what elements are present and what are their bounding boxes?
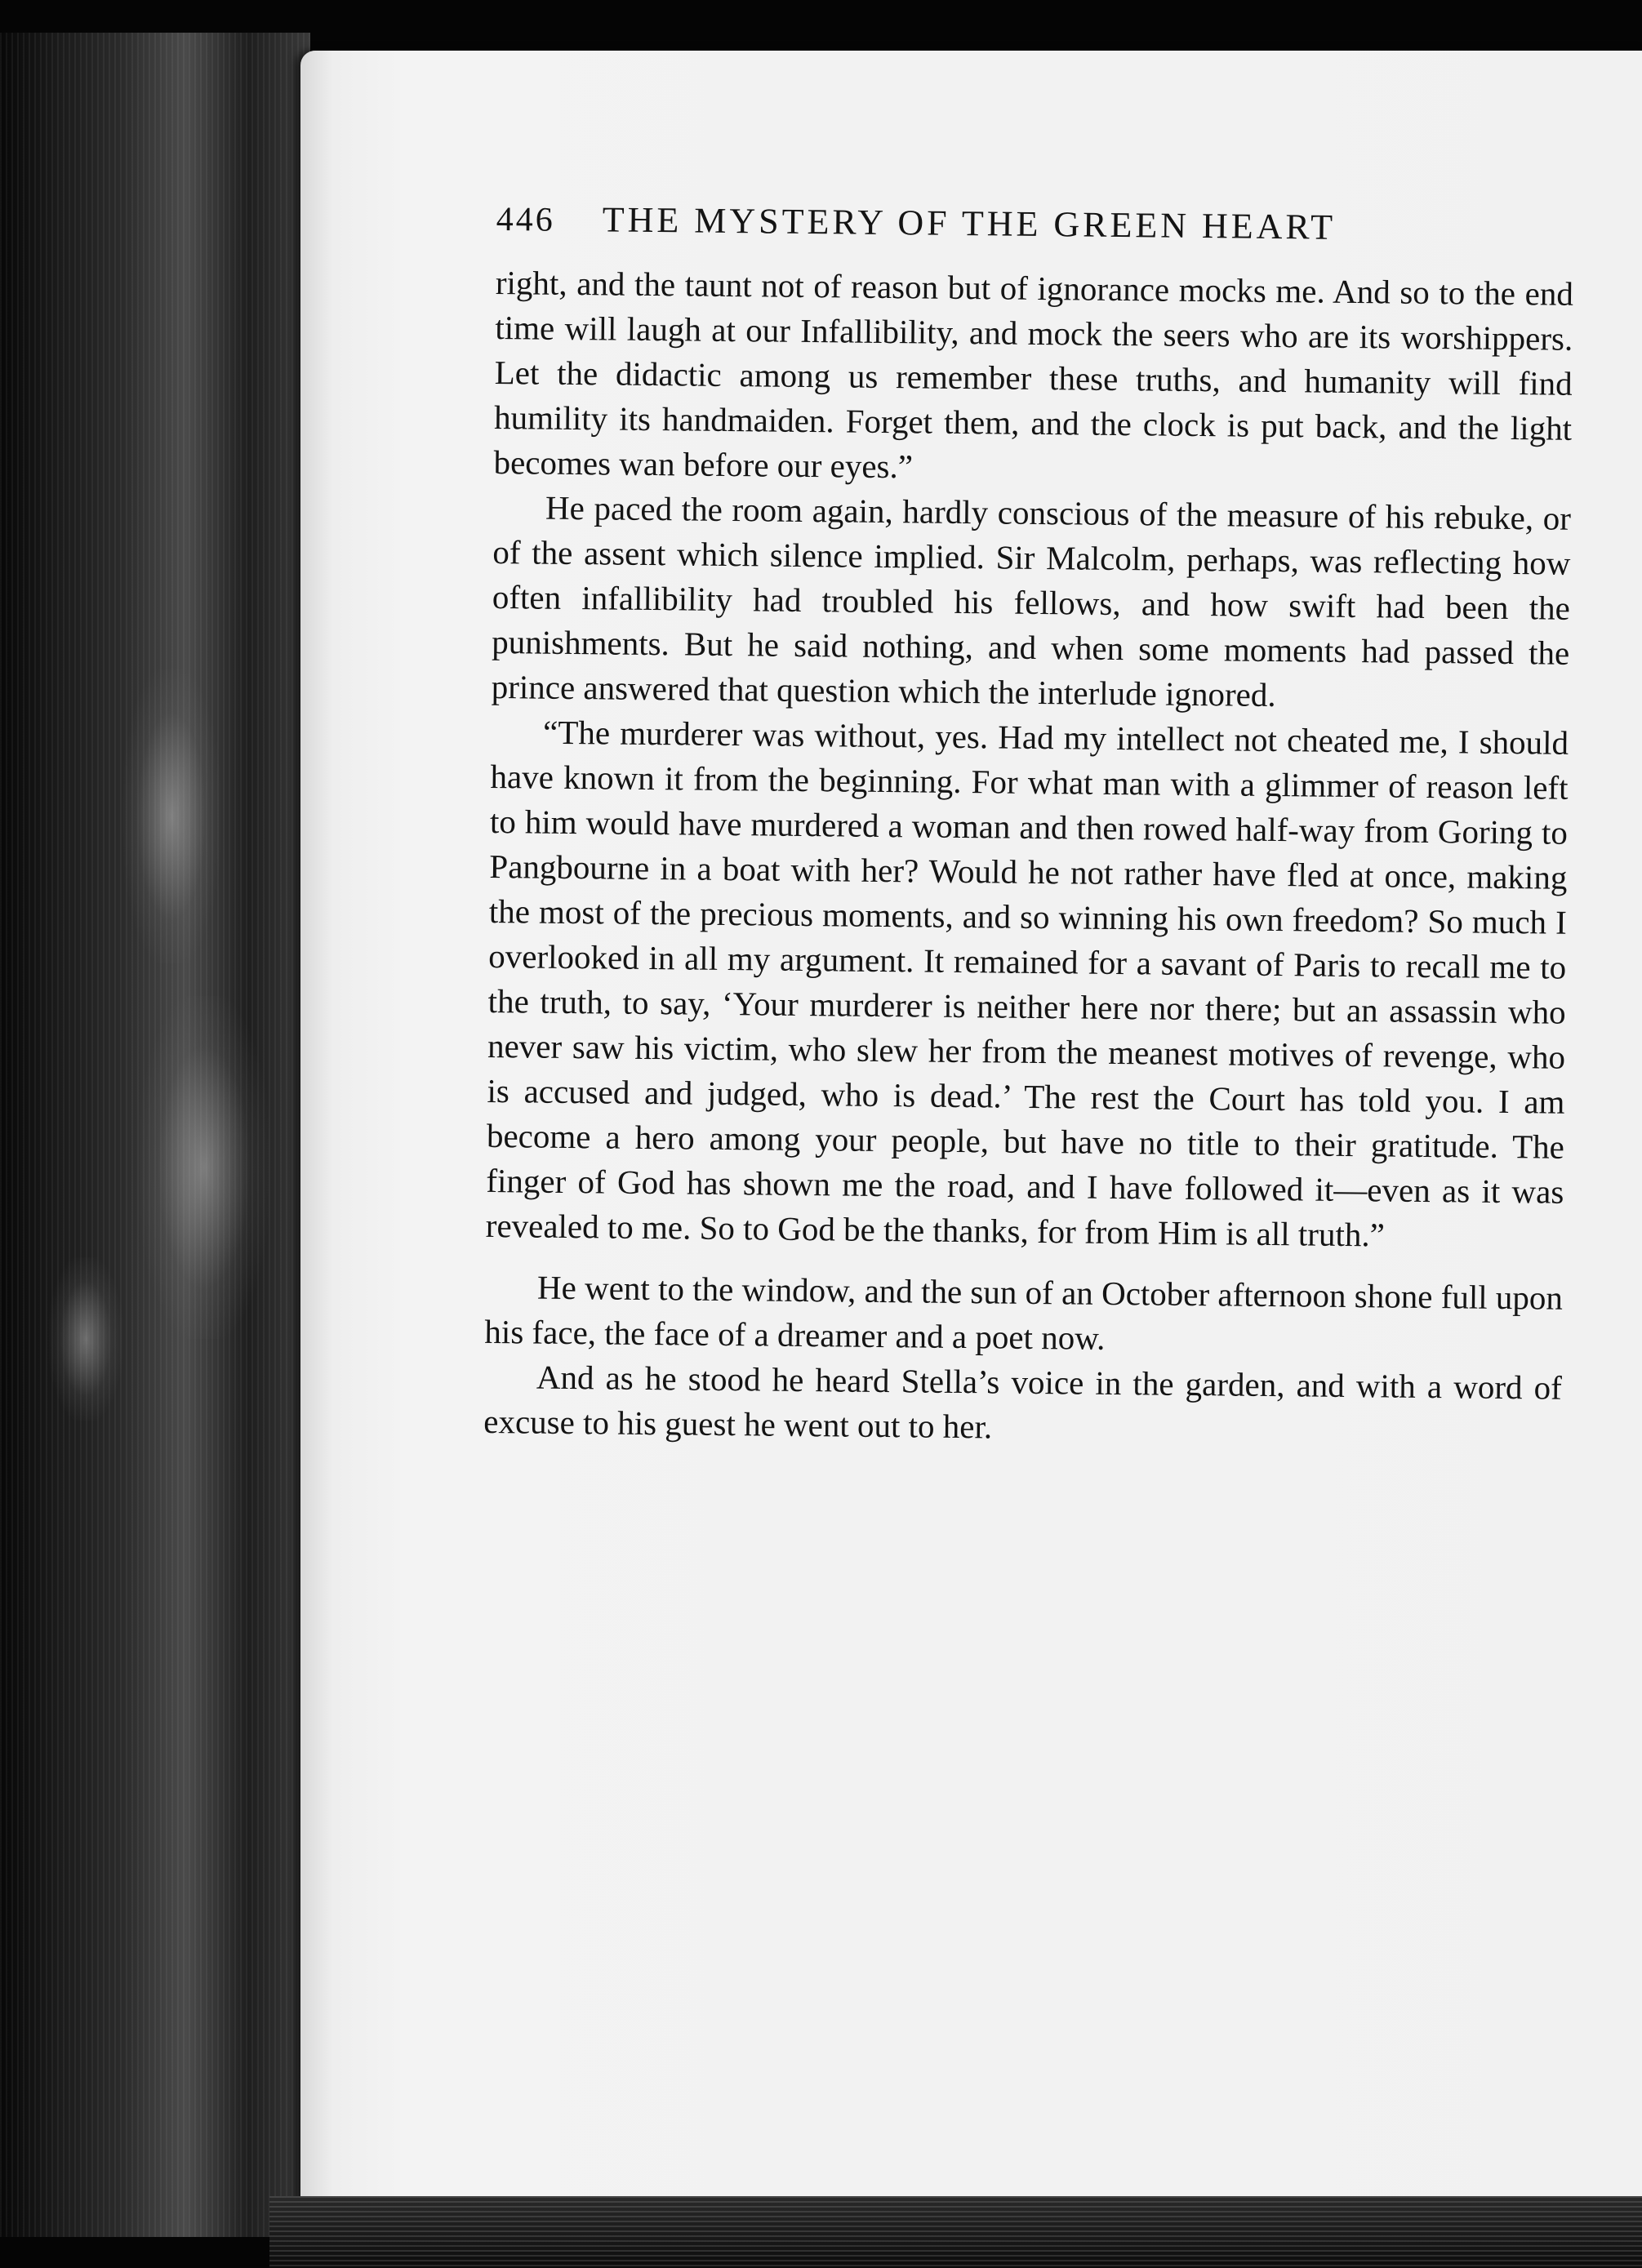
page-sheet: [300, 51, 1642, 2206]
paragraph: right, and the taunt not of reason but of ignorance mocks me. And so to the end time will laugh at our Infallibility, and mock the seers who are its worshippers. Let the didactic among us remember these truths, and humanity will find humility its handmaiden. Forget them, and the clock is put back, and the light becomes wan before our eyes.”: [493, 263, 1574, 486]
paragraph: He went to the window, and the sun of an October afternoon shone full upon his face, the face of a dreamer and a poet now.: [484, 1268, 1564, 1357]
paragraph: He paced the room again, hardly conscious of the measure of his rebuke, or of the assent which silence implied. Sir Malcolm, perhaps, was reflecting how often infallibility had troubled his fellows, and how swift had been the punishments. But he said nothing, and when some moments had passed the prince answered that question which the interlude ignored.: [491, 488, 1572, 714]
book-fore-edge: [0, 33, 310, 2237]
text-block: [483, 198, 1574, 1456]
book-title: THE MYSTERY OF THE GREEN HEART: [602, 199, 1337, 247]
running-head: [496, 198, 1573, 251]
page-number: 446: [496, 200, 555, 239]
paragraph: And as he stood he heard Stella’s voice in the garden, and with a word of excuse to his guest he went out to her.: [483, 1358, 1563, 1446]
page-bottom-edge: [269, 2196, 1642, 2268]
edge-smudge: [122, 669, 220, 963]
edge-smudge: [139, 996, 269, 1339]
paragraph: “The murderer was without, yes. Had my intellect not cheated me, I should have known it from the beginning. For what man with a glimmer of reason left to him would have murdered a woman and then rowed half-way from Goring to Pangbourne in a boat with her? Would he not rather have fled at once, making the most of the precious moments, and so winning his own freedom? So much I overlooked in all my argument. It remained for a savant of Paris to recall me to the truth, to say, ‘Your murderer is neither here nor there; but an assassin who never saw his victim, who slew her from the meanest motives of revenge, who is accused and judged, who is dead.’ The rest the Court has told you. I am become a hero among your people, but have no title to their gratitude. The finger of God has shown me the road, and I have followed it—even as it was revealed to me. So to God be the thanks, for from Him is all truth.”: [485, 713, 1569, 1254]
edge-smudge: [49, 1257, 122, 1421]
